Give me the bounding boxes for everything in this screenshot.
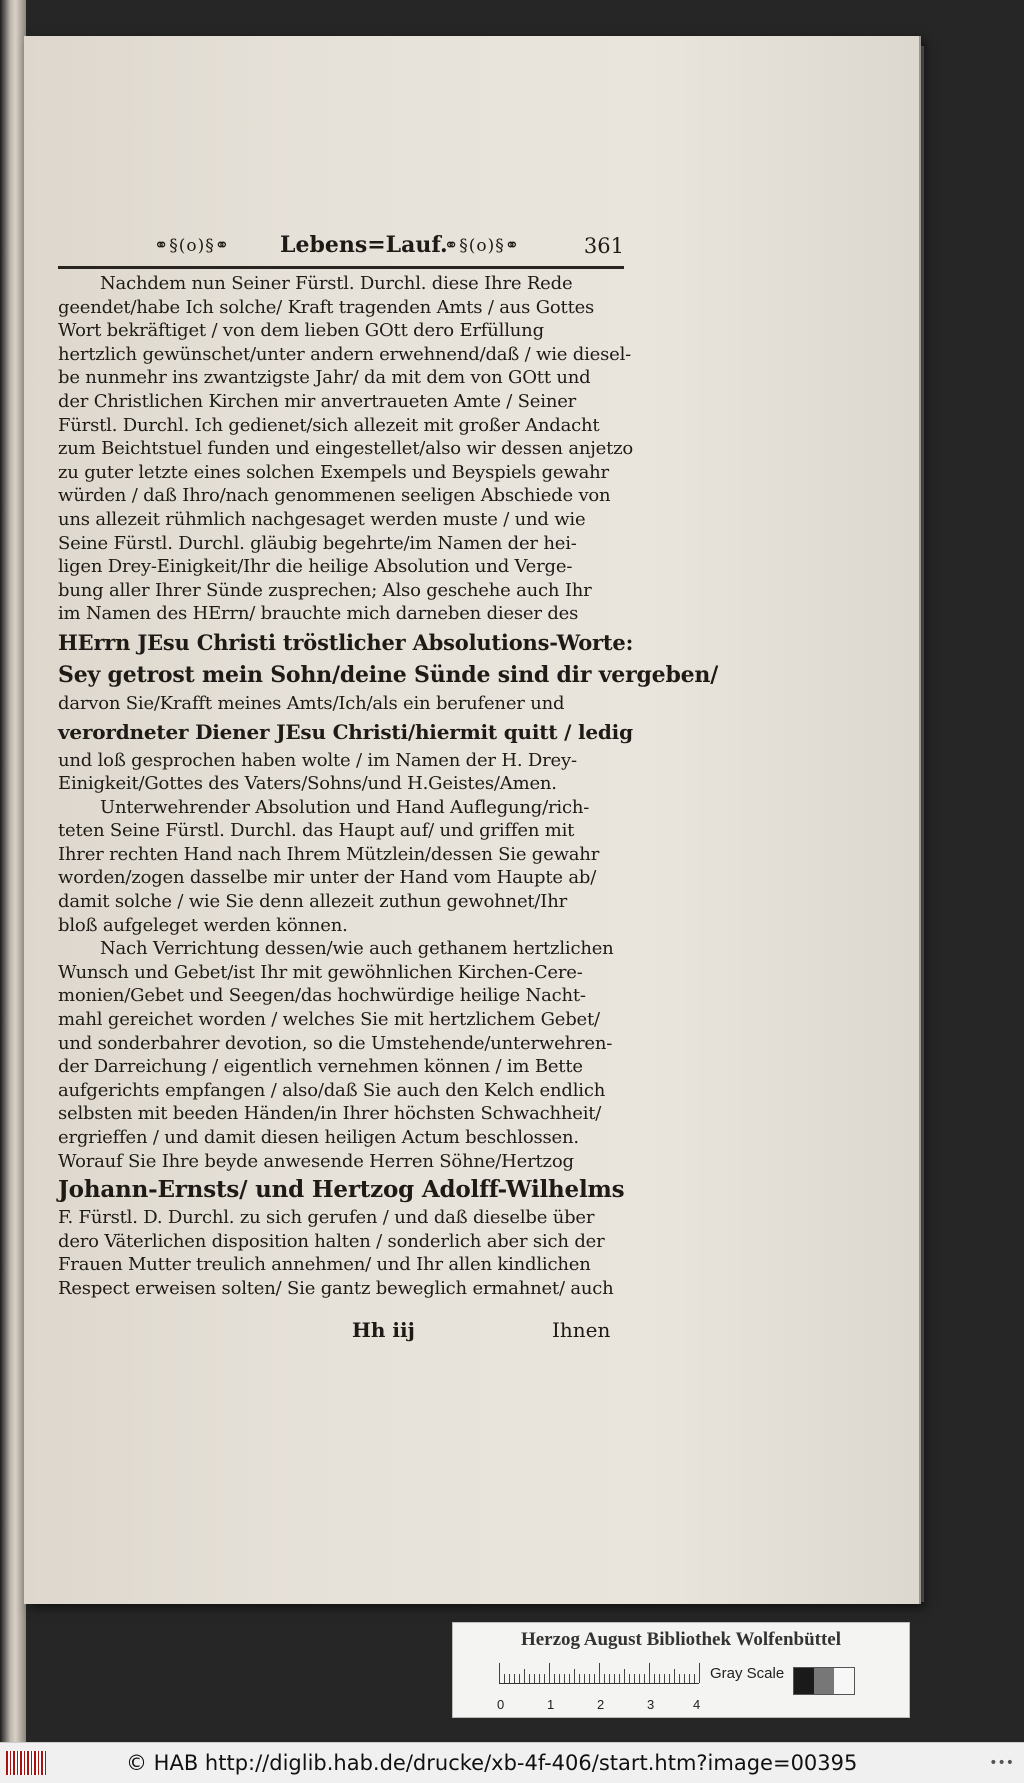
text-line: worden/zogen dasselbe mir unter der Hand vom Haupte ab/: [58, 867, 597, 889]
text-line: ergrieffen / und damit diesen heiligen Actum beschlossen.: [58, 1127, 579, 1148]
ruler-tick: [514, 1674, 515, 1683]
text-line: würden / daß Ihro/nach genommenen seeligen Abschiede von: [58, 485, 611, 507]
text-line: bung aller Ihrer Sünde zusprechen; Also geschehe auch Ihr: [58, 579, 592, 601]
swatch-black: [794, 1668, 814, 1694]
ruler-tick: [659, 1674, 660, 1683]
text-line: Einigkeit/Gottes des Vaters/Sohns/und H.Geistes/Amen.: [58, 773, 557, 795]
text-line: geendet/habe Ich solche/ Kraft tragenden Amts / aus Gottes: [58, 296, 595, 318]
ruler-tick: [584, 1674, 585, 1683]
text-line: im Namen des HErrn/ brauchte mich darneben dieser des: [58, 603, 579, 625]
ruler-tick: [649, 1663, 650, 1683]
swatch-white: [834, 1668, 854, 1694]
scale-ruler: [499, 1663, 699, 1684]
text-line: mahl gereichet worden / welches Sie mit hertzlichem Gebet/: [58, 1009, 600, 1031]
text-line: HErrn JEsu Christi tröstlicher Absolutions-Worte:: [58, 629, 634, 655]
ruler-tick: [674, 1669, 675, 1683]
text-line: teten Seine Fürstl. Durchl. das Haupt auf/ und griffen mit: [58, 820, 575, 842]
ruler-tick: [634, 1674, 635, 1683]
ruler-tick: [624, 1669, 625, 1683]
text-line: Johann-Ernsts/ und Hertzog Adolff-Wilhelms: [58, 1176, 625, 1204]
running-title: Lebens=Lauf.: [280, 232, 448, 258]
gray-scale-swatch: [793, 1667, 855, 1695]
text-line: Wunsch und Gebet/ist Ihr mit gewöhnlichen Kirchen-Cere-: [58, 961, 583, 983]
text-line: ligen Drey-Einigkeit/Ihr die heilige Absolution und Verge-: [58, 556, 573, 578]
text-line: Respect erweisen solten/ Sie gantz beweglich ermahnet/ auch: [58, 1277, 614, 1299]
text-line: uns allezeit rühmlich nachgesaget werden muste / und wie: [58, 508, 586, 530]
text-line: Seine Fürstl. Durchl. gläubig begehrte/im Namen der hei-: [58, 532, 577, 554]
ruler-tick: [579, 1674, 580, 1683]
header-ornament-left: ⚭§(o)§⚭: [154, 236, 230, 256]
ruler-tick: [554, 1674, 555, 1683]
ruler-tick: [669, 1674, 670, 1683]
ruler-tick: [504, 1674, 505, 1683]
status-bar: [0, 1742, 1024, 1783]
ruler-tick: [574, 1669, 575, 1683]
ruler-tick: [609, 1674, 610, 1683]
adjacent-page-edge: [0, 0, 26, 1742]
more-options-icon[interactable]: •••: [989, 1755, 1014, 1771]
text-line: zu guter letzte eines solchen Exempels und Beyspiels gewahr: [58, 461, 609, 483]
text-line: und loß gesprochen haben wolte / im Namen der H. Drey-: [58, 749, 577, 771]
text-line: bloß aufgeleget werden können.: [58, 914, 348, 936]
ruler-tick: [604, 1674, 605, 1683]
text-line: hertzlich gewünschet/unter andern erwehnend/daß / wie diesel-: [58, 343, 632, 365]
ruler-tick: [699, 1663, 700, 1683]
text-line: verordneter Diener JEsu Christi/hiermit quitt / ledig: [58, 719, 633, 744]
ruler-tick: [689, 1674, 690, 1683]
text-line: Frauen Mutter treulich annehmen/ und Ihr allen kindlichen: [58, 1254, 591, 1276]
ruler-tick: [614, 1674, 615, 1683]
ruler-tick: [499, 1663, 500, 1683]
text-line: Ihrer rechten Hand nach Ihrem Mützlein/dessen Sie gewahr: [58, 843, 600, 865]
text-line: selbsten mit beeden Händen/in Ihrer höchsten Schwachheit/: [58, 1103, 602, 1125]
ruler-tick: [549, 1663, 550, 1683]
ruler-tick: [529, 1674, 530, 1683]
ruler-number: 1: [547, 1697, 555, 1712]
ruler-tick: [524, 1669, 525, 1683]
ruler-tick: [684, 1674, 685, 1683]
page-number: 361: [583, 234, 624, 258]
swatch-gray: [814, 1668, 834, 1694]
text-line: Sey getrost mein Sohn/deine Sünde sind dir vergeben/: [58, 661, 719, 688]
running-header: [154, 232, 624, 262]
ruler-tick: [519, 1674, 520, 1683]
text-line: monien/Gebet und Seegen/das hochwürdige heilige Nacht-: [58, 985, 586, 1007]
ruler-tick: [544, 1674, 545, 1683]
ruler-tick: [559, 1674, 560, 1683]
ruler-tick: [629, 1674, 630, 1683]
library-name: Herzog August Bibliothek Wolfenbüttel: [520, 1629, 842, 1650]
ruler-tick: [694, 1674, 695, 1683]
ruler-tick: [509, 1674, 510, 1683]
ruler-number: 0: [497, 1697, 505, 1712]
text-line: aufgerichts empfangen / also/daß Sie auch den Kelch endlich: [58, 1079, 606, 1101]
ruler-tick: [534, 1674, 535, 1683]
header-ornament-right: ⚭§(o)§⚭: [444, 236, 520, 256]
text-line: Wort bekräftiget / von dem lieben GOtt dero Erfüllung: [58, 320, 544, 342]
ruler-tick: [599, 1663, 600, 1683]
text-line: Fürstl. Durchl. Ich gedienet/sich allezeit mit großer Andacht: [58, 414, 600, 436]
text-line: damit solche / wie Sie denn allezeit zuthun gewohnet/Ihr: [58, 891, 567, 913]
text-line: Worauf Sie Ihre beyde anwesende Herren Söhne/Hertzog: [58, 1150, 574, 1172]
text-line: der Christlichen Kirchen mir anvertraueten Amte / Seiner: [58, 390, 577, 412]
body-text: [58, 272, 719, 1301]
signature-mark: Hh iij: [352, 1318, 415, 1342]
ruler-tick: [654, 1674, 655, 1683]
text-line: Nach Verrichtung dessen/wie auch gethanem hertzlichen: [100, 938, 614, 960]
ruler-tick: [664, 1674, 665, 1683]
text-line: Unterwehrender Absolution und Hand Auflegung/rich-: [100, 796, 590, 818]
catchword: Ihnen: [552, 1318, 611, 1342]
hab-logo-icon: [6, 1751, 46, 1775]
header-rule: [58, 266, 624, 269]
ruler-number: 4: [693, 1697, 701, 1712]
ruler-tick: [639, 1674, 640, 1683]
ruler-tick: [589, 1674, 590, 1683]
text-line: und sonderbahrer devotion, so die Umstehende/unterwehren-: [58, 1032, 613, 1054]
text-line: der Darreichung / eigentlich vernehmen können / im Bette: [58, 1056, 583, 1078]
ruler-number: 3: [647, 1697, 655, 1712]
ruler-number: 2: [597, 1697, 605, 1712]
ruler-tick: [539, 1674, 540, 1683]
library-color-card: [452, 1622, 910, 1718]
ruler-tick: [594, 1674, 595, 1683]
ruler-tick: [644, 1674, 645, 1683]
text-line: Nachdem nun Seiner Fürstl. Durchl. diese Ihre Rede: [100, 273, 573, 294]
ruler-tick: [564, 1674, 565, 1683]
text-line: be nunmehr ins zwantzigste Jahr/ da mit dem von GOtt und: [58, 367, 591, 389]
permalink-url[interactable]: © HAB http://diglib.hab.de/drucke/xb-4f-406/start.htm?image=00395: [126, 1751, 858, 1775]
text-line: dero Väterlichen disposition halten / sonderlich aber sich der: [58, 1230, 605, 1252]
text-line: darvon Sie/Krafft meines Amts/Ich/als ein berufener und: [58, 692, 565, 714]
text-line: zum Beichtstuel funden und eingestellet/also wir dessen anjetzo: [58, 438, 634, 460]
text-line: F. Fürstl. D. Durchl. zu sich gerufen / und daß dieselbe über: [58, 1207, 595, 1229]
gray-scale-label: Gray Scale: [710, 1665, 785, 1682]
ruler-tick: [619, 1674, 620, 1683]
ruler-tick: [569, 1674, 570, 1683]
ruler-tick: [679, 1674, 680, 1683]
